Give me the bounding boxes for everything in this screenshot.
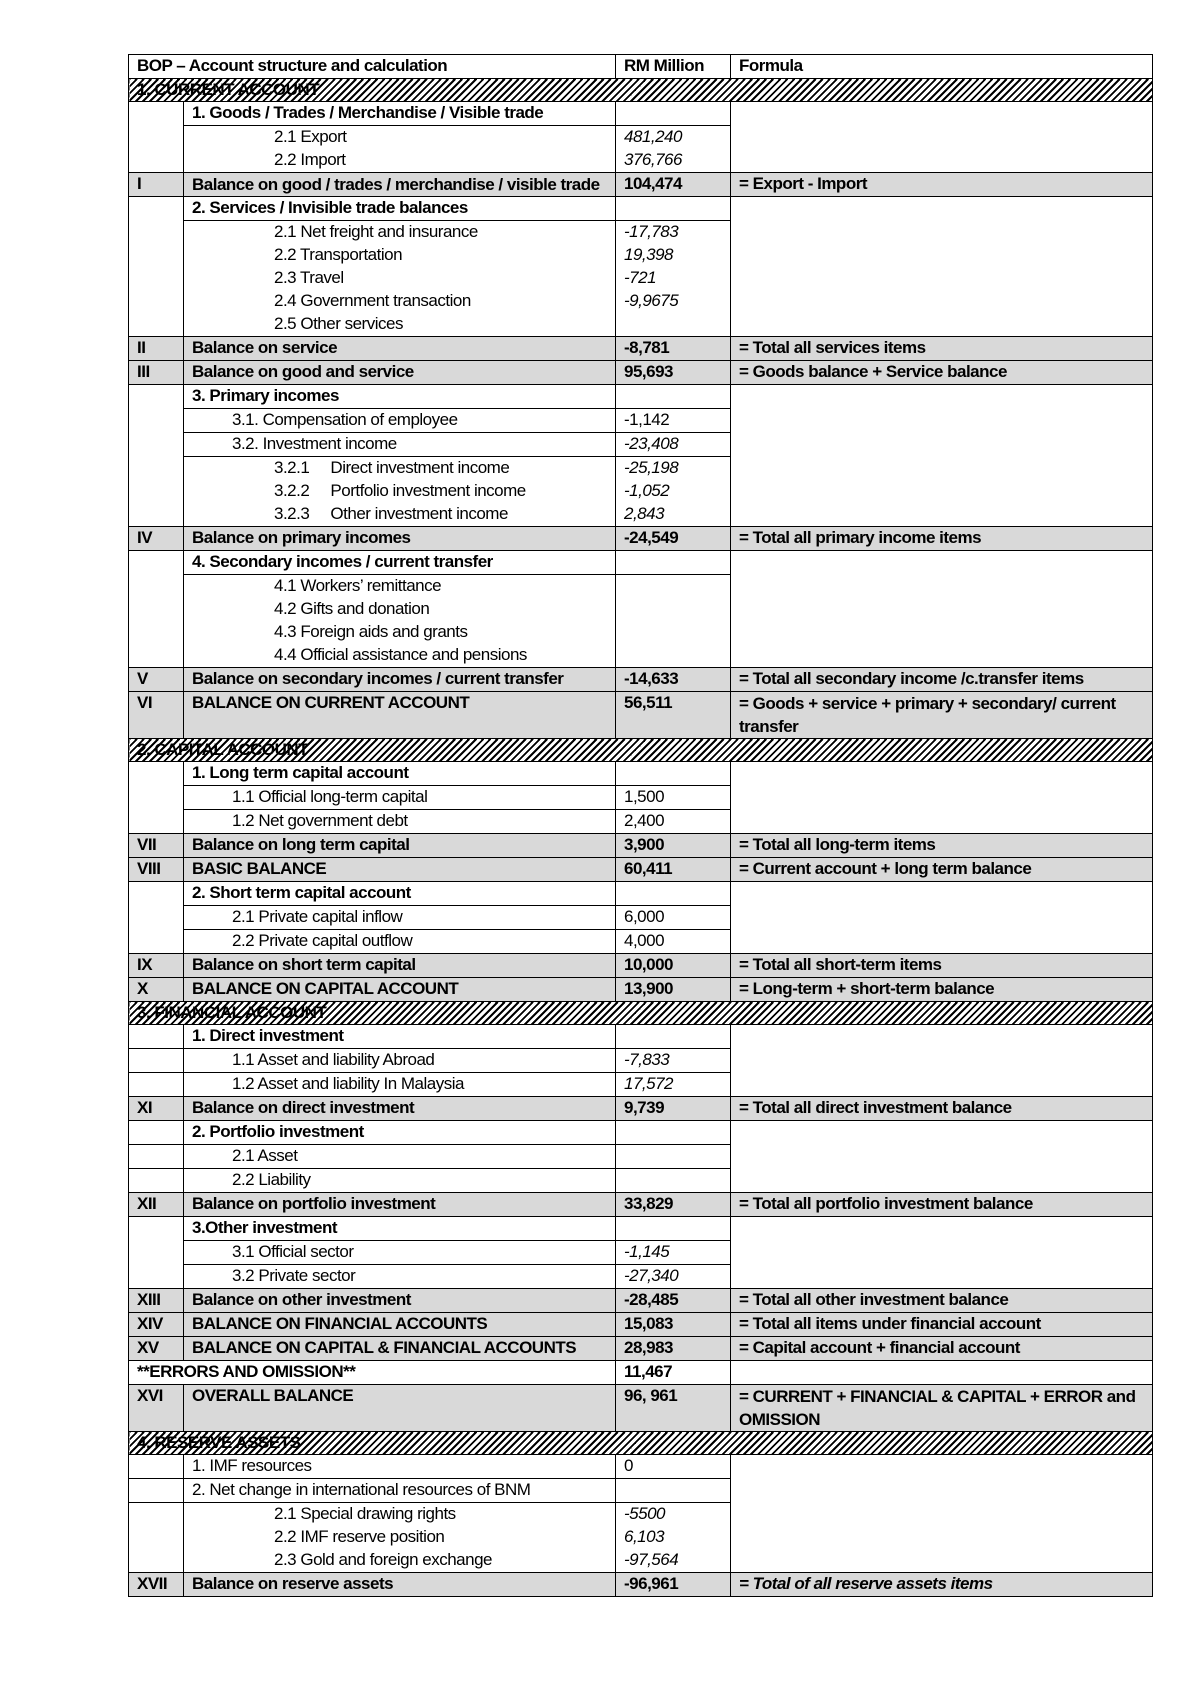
row-label: Balance on secondary incomes / current transfer <box>184 668 616 692</box>
row-label: 2.2 Import <box>184 149 616 173</box>
balance-row <box>129 978 1153 1002</box>
row-label: Balance on good and service <box>184 361 616 385</box>
header-formula: Formula <box>731 55 1153 79</box>
row-value: 56,511 <box>616 692 731 739</box>
row-number: VI <box>129 692 184 739</box>
row-value: -1,052 <box>616 480 731 503</box>
row-label: 1. Goods / Trades / Merchandise / Visible trade <box>184 102 616 126</box>
row-formula: = Goods balance + Service balance <box>731 361 1153 385</box>
row-label: 2.2 Liability <box>184 1169 616 1193</box>
balance-row <box>129 1573 1153 1597</box>
bop-table <box>128 54 1153 1597</box>
row-value: 28,983 <box>616 1337 731 1361</box>
row-value: -1,142 <box>616 409 731 433</box>
row-label: BALANCE ON CAPITAL & FINANCIAL ACCOUNTS <box>184 1337 616 1361</box>
row-formula: = Current account + long term balance <box>731 858 1153 882</box>
balance-row <box>129 858 1153 882</box>
row-label: 3.2.3 Other investment income <box>184 503 616 527</box>
row-label: BASIC BALANCE <box>184 858 616 882</box>
row-value: 1,500 <box>616 786 731 810</box>
row-label: 2. Short term capital account <box>184 882 616 906</box>
row-value: -97,564 <box>616 1549 731 1573</box>
table-row <box>129 551 1153 575</box>
row-number: XI <box>129 1097 184 1121</box>
balance-row <box>129 1313 1153 1337</box>
balance-row <box>129 337 1153 361</box>
row-label: 3.2 Private sector <box>184 1265 616 1289</box>
balance-row <box>129 1193 1153 1217</box>
row-label: 2.1 Asset <box>184 1145 616 1169</box>
row-number: VII <box>129 834 184 858</box>
balance-row <box>129 1337 1153 1361</box>
row-value: -1,145 <box>616 1241 731 1265</box>
row-value: 6,103 <box>616 1526 731 1549</box>
table-row <box>129 762 1153 786</box>
row-number: II <box>129 337 184 361</box>
row-label: Balance on long term capital <box>184 834 616 858</box>
balance-row <box>129 1289 1153 1313</box>
row-value: 15,083 <box>616 1313 731 1337</box>
row-label: Balance on good / trades / merchandise / visible trade <box>184 173 616 197</box>
row-label: BALANCE ON FINANCIAL ACCOUNTS <box>184 1313 616 1337</box>
row-value: 19,398 <box>616 244 731 267</box>
section-financial-account <box>129 1002 1153 1025</box>
row-value: 95,693 <box>616 361 731 385</box>
row-label: 2.2 Private capital outflow <box>184 930 616 954</box>
row-number: XIII <box>129 1289 184 1313</box>
section-title: 1. CURRENT ACCOUNT <box>137 80 320 99</box>
row-number: XV <box>129 1337 184 1361</box>
row-label: 3.1. Compensation of employee <box>184 409 616 433</box>
balance-row <box>129 954 1153 978</box>
row-label: 2.1 Export <box>184 126 616 150</box>
row-value: 2,400 <box>616 810 731 834</box>
row-label: Balance on short term capital <box>184 954 616 978</box>
header-title: BOP – Account structure and calculation <box>129 55 616 79</box>
table-row <box>129 385 1153 409</box>
row-label: 2.4 Government transaction <box>184 290 616 313</box>
table-row <box>129 882 1153 906</box>
row-label: Balance on portfolio investment <box>184 1193 616 1217</box>
table-row <box>129 197 1153 221</box>
row-formula: = Goods + service + primary + secondary/ current transfer <box>731 692 1153 739</box>
row-value: -23,408 <box>616 433 731 457</box>
row-formula: = Total of all reserve assets items <box>731 1573 1153 1597</box>
row-value: 6,000 <box>616 906 731 930</box>
section-capital-account <box>129 739 1153 762</box>
table-row <box>129 1121 1153 1145</box>
row-label: OVERALL BALANCE <box>184 1385 616 1432</box>
balance-row <box>129 834 1153 858</box>
row-label: 4. Secondary incomes / current transfer <box>184 551 616 575</box>
row-value: 10,000 <box>616 954 731 978</box>
table-row <box>129 1025 1153 1049</box>
row-formula: = CURRENT + FINANCIAL & CAPITAL + ERROR and OMISSION <box>731 1385 1153 1432</box>
row-formula: = Long-term + short-term balance <box>731 978 1153 1002</box>
row-formula: = Export - Import <box>731 173 1153 197</box>
row-value: 0 <box>616 1455 731 1479</box>
row-number: I <box>129 173 184 197</box>
bop-table-container <box>128 54 1152 1597</box>
row-label: 1.1 Official long-term capital <box>184 786 616 810</box>
section-title: 3. FINANCIAL ACCOUNT <box>137 1003 327 1022</box>
row-value: 3,900 <box>616 834 731 858</box>
row-formula: = Total all long-term items <box>731 834 1153 858</box>
row-number: XIV <box>129 1313 184 1337</box>
row-value: -24,549 <box>616 527 731 551</box>
row-label: BALANCE ON CAPITAL ACCOUNT <box>184 978 616 1002</box>
section-reserve-assets <box>129 1432 1153 1455</box>
balance-row <box>129 1385 1153 1432</box>
row-label: 1. IMF resources <box>184 1455 616 1479</box>
row-value: 9,739 <box>616 1097 731 1121</box>
balance-row <box>129 527 1153 551</box>
row-label: Balance on service <box>184 337 616 361</box>
row-value: -96,961 <box>616 1573 731 1597</box>
row-value: 4,000 <box>616 930 731 954</box>
row-value: 104,474 <box>616 173 731 197</box>
table-row <box>129 102 1153 126</box>
row-number: XVII <box>129 1573 184 1597</box>
row-label: 2. Portfolio investment <box>184 1121 616 1145</box>
row-number: V <box>129 668 184 692</box>
row-label: Balance on reserve assets <box>184 1573 616 1597</box>
row-value: 13,900 <box>616 978 731 1002</box>
row-number: XVI <box>129 1385 184 1432</box>
header-value: RM Million <box>616 55 731 79</box>
table-row <box>129 1455 1153 1479</box>
row-number: XII <box>129 1193 184 1217</box>
row-label: 3.2.1 Direct investment income <box>184 457 616 481</box>
row-label: 2.1 Net freight and insurance <box>184 221 616 245</box>
row-label: Balance on other investment <box>184 1289 616 1313</box>
row-label: 2.2 IMF reserve position <box>184 1526 616 1549</box>
row-label: 1. Direct investment <box>184 1025 616 1049</box>
row-value: 2,843 <box>616 503 731 527</box>
row-label: 2.1 Private capital inflow <box>184 906 616 930</box>
row-label: 3. Primary incomes <box>184 385 616 409</box>
row-label: Balance on primary incomes <box>184 527 616 551</box>
balance-row <box>129 173 1153 197</box>
row-label: 2.2 Transportation <box>184 244 616 267</box>
section-title: 2. CAPITAL ACCOUNT <box>137 740 309 759</box>
row-label: 2.3 Gold and foreign exchange <box>184 1549 616 1573</box>
row-formula: = Total all short-term items <box>731 954 1153 978</box>
row-value: 17,572 <box>616 1073 731 1097</box>
row-label: 4.4 Official assistance and pensions <box>184 644 616 668</box>
row-number: X <box>129 978 184 1002</box>
row-value: -14,633 <box>616 668 731 692</box>
row-label: 1.2 Net government debt <box>184 810 616 834</box>
row-value: -5500 <box>616 1503 731 1527</box>
row-label: Balance on direct investment <box>184 1097 616 1121</box>
row-label: 3.2. Investment income <box>184 433 616 457</box>
row-formula: = Total all portfolio investment balance <box>731 1193 1153 1217</box>
row-label: 4.1 Workers’ remittance <box>184 575 616 599</box>
row-label: 2.5 Other services <box>184 313 616 337</box>
row-value: -27,340 <box>616 1265 731 1289</box>
row-label: **ERRORS AND OMISSION** <box>129 1361 616 1385</box>
row-label: 2.3 Travel <box>184 267 616 290</box>
row-value: -17,783 <box>616 221 731 245</box>
row-formula: = Total all direct investment balance <box>731 1097 1153 1121</box>
row-value: -9,9675 <box>616 290 731 313</box>
row-value: 96, 961 <box>616 1385 731 1432</box>
row-formula: = Total all secondary income /c.transfer items <box>731 668 1153 692</box>
balance-row <box>129 1097 1153 1121</box>
row-value: -721 <box>616 267 731 290</box>
row-formula: = Total all services items <box>731 337 1153 361</box>
row-formula: = Total all other investment balance <box>731 1289 1153 1313</box>
section-title: 4. RESERVE ASSETS <box>137 1433 301 1452</box>
row-label: 3.2.2 Portfolio investment income <box>184 480 616 503</box>
row-value: -8,781 <box>616 337 731 361</box>
row-formula: = Capital account + financial account <box>731 1337 1153 1361</box>
row-label: 1. Long term capital account <box>184 762 616 786</box>
row-value: 33,829 <box>616 1193 731 1217</box>
row-label: 3.Other investment <box>184 1217 616 1241</box>
row-value: 60,411 <box>616 858 731 882</box>
table-row <box>129 1217 1153 1241</box>
row-label: 4.2 Gifts and donation <box>184 598 616 621</box>
balance-row <box>129 692 1153 739</box>
row-value: 11,467 <box>616 1361 731 1385</box>
row-number: IV <box>129 527 184 551</box>
row-value: 376,766 <box>616 149 731 173</box>
row-number: IX <box>129 954 184 978</box>
row-label: 2. Net change in international resources of BNM <box>184 1479 616 1503</box>
errors-row <box>129 1361 1153 1385</box>
row-formula: = Total all primary income items <box>731 527 1153 551</box>
row-value: -7,833 <box>616 1049 731 1073</box>
row-label: 2. Services / Invisible trade balances <box>184 197 616 221</box>
section-current-account <box>129 79 1153 102</box>
row-label: 2.1 Special drawing rights <box>184 1503 616 1527</box>
row-label: 1.1 Asset and liability Abroad <box>184 1049 616 1073</box>
row-label: 1.2 Asset and liability In Malaysia <box>184 1073 616 1097</box>
balance-row <box>129 668 1153 692</box>
row-label: BALANCE ON CURRENT ACCOUNT <box>184 692 616 739</box>
row-label: 3.1 Official sector <box>184 1241 616 1265</box>
balance-row <box>129 361 1153 385</box>
row-formula: = Total all items under financial account <box>731 1313 1153 1337</box>
row-value: 481,240 <box>616 126 731 150</box>
row-number: III <box>129 361 184 385</box>
row-value: -25,198 <box>616 457 731 481</box>
header-row <box>129 55 1153 79</box>
row-number: VIII <box>129 858 184 882</box>
row-value: -28,485 <box>616 1289 731 1313</box>
row-label: 4.3 Foreign aids and grants <box>184 621 616 644</box>
